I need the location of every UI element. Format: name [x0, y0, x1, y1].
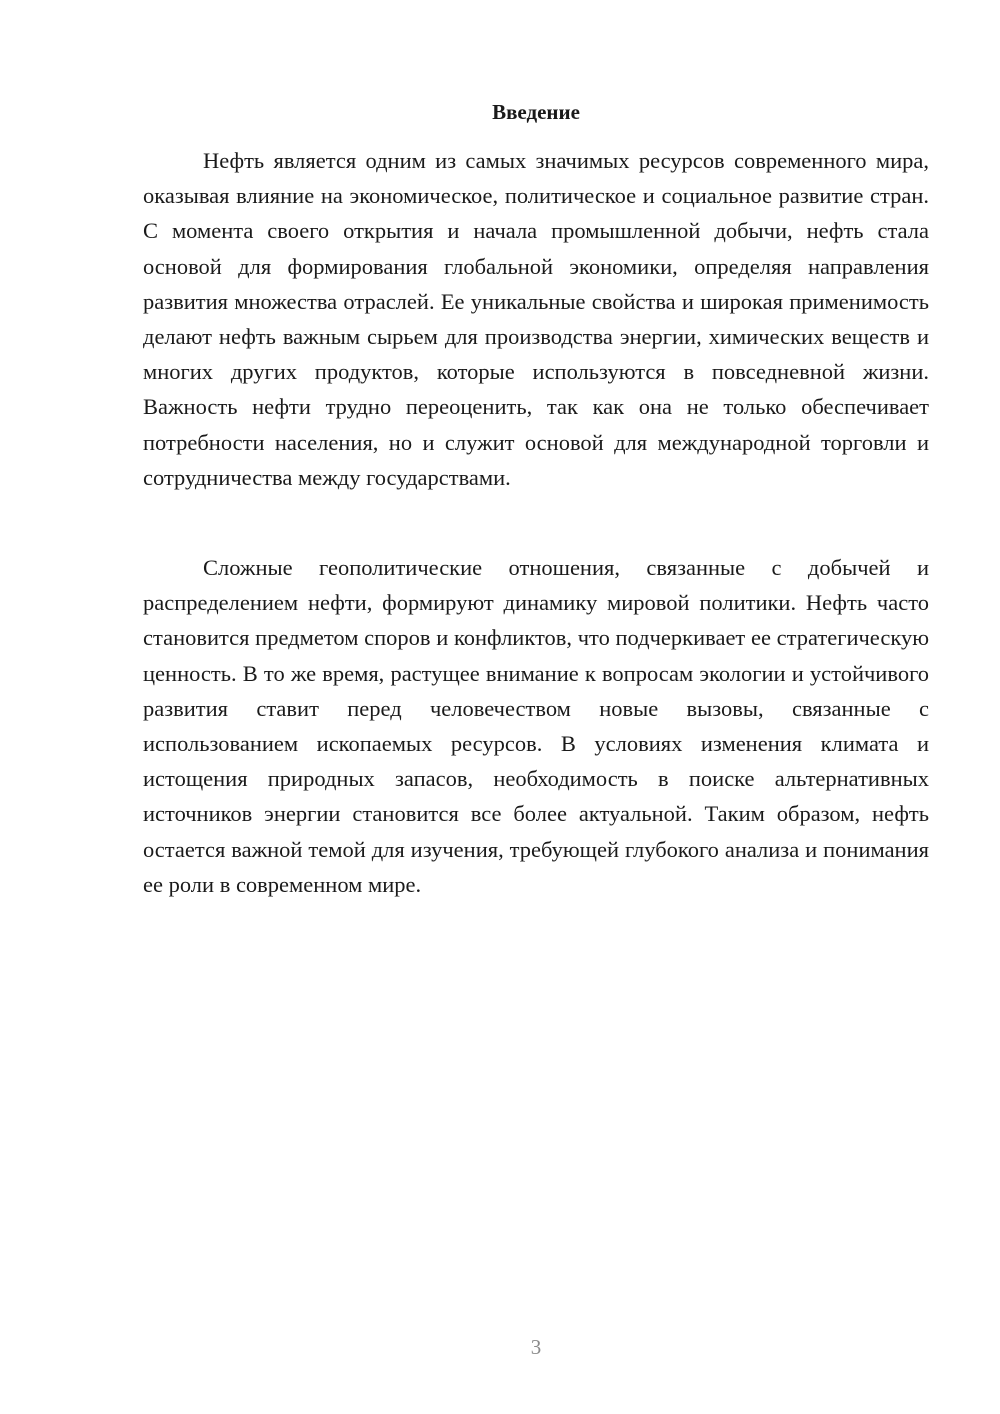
paragraph-1: Нефть является одним из самых значимых ресурсов современного мира, оказывая влияние на экономическое, политическое и социальное развитие стран. С момента своего открытия и начала промышленной добычи, нефть стала основой для формирования глобальной экономики, определяя направления развития множества отраслей. Ее уникальные свойства и широкая применимость делают нефть важным сырьем для производства энергии, химических веществ и многих других продуктов, которые используются в повседневной жизни. Важность нефти трудно переоценить, так как она не только обеспечивает потребности населения, но и служит основой для международной торговли и сотрудничества между государствами. [143, 148, 929, 490]
paragraph-2: Сложные геополитические отношения, связанные с добычей и распределением нефти, формируют динамику мировой политики. Нефть часто становится предметом споров и конфликтов, что подчеркивает ее стратегическую ценность. В то же время, растущее внимание к вопросам экологии и устойчивого развития ставит перед человечеством новые вызовы, связанные с использованием ископаемых ресурсов. В условиях изменения климата и истощения природных запасов, необходимость в поиске альтернативных источников энергии становится все более актуальной. Таким образом, нефть остается важной темой для изучения, требующей глубокого анализа и понимания ее роли в современном мире. [143, 555, 929, 897]
page-number: 3 [530, 1335, 542, 1359]
section-title: Введение [492, 100, 580, 124]
